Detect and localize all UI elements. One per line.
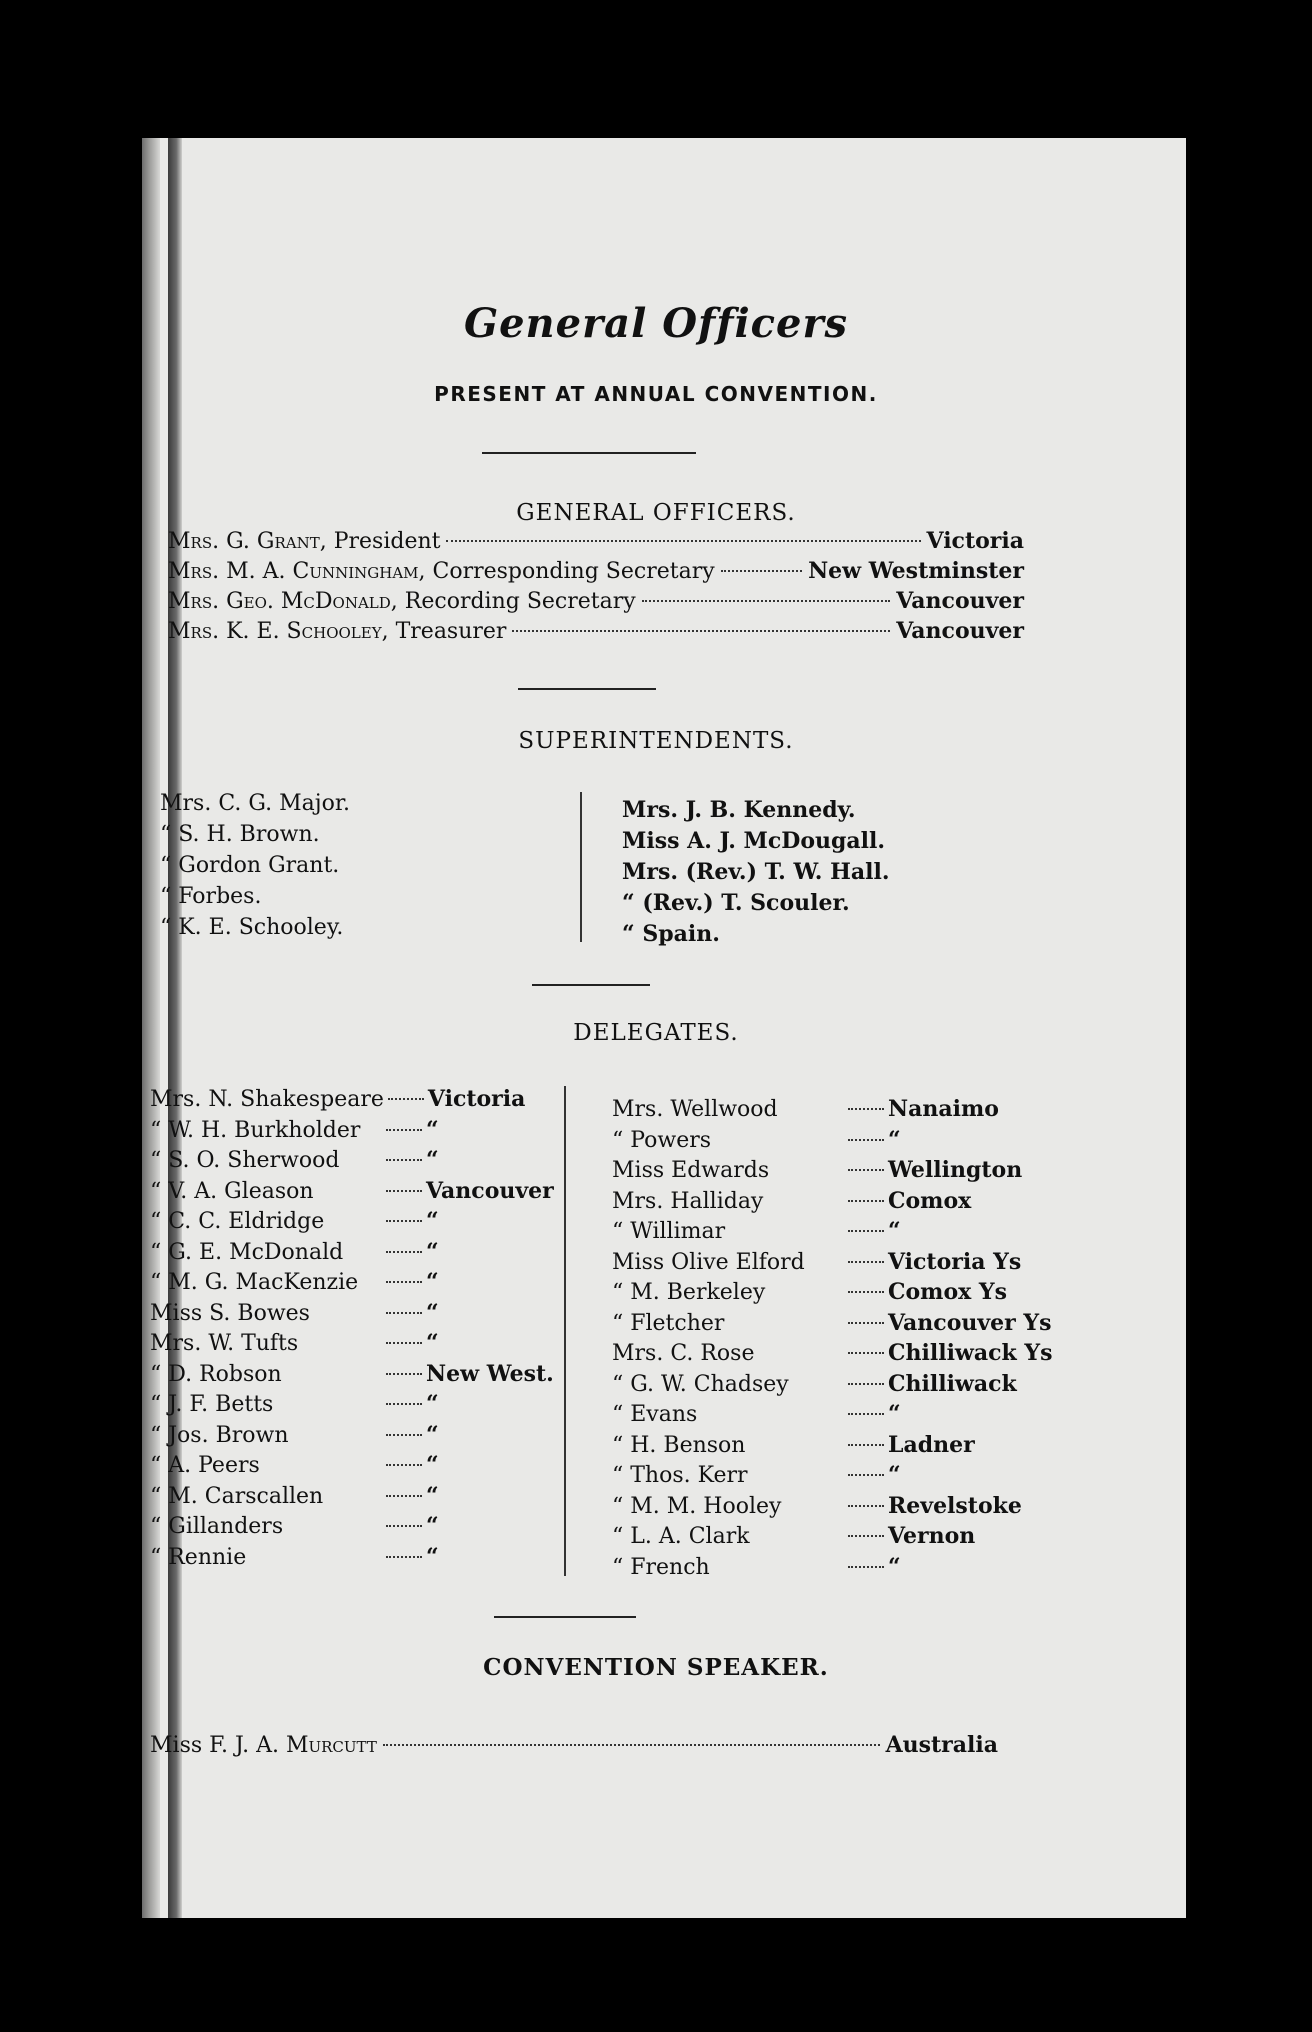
delegate-row <box>150 1452 439 1478</box>
delegate-name: “ C. C. Eldridge <box>150 1209 325 1234</box>
delegate-row <box>612 1462 901 1488</box>
delegate-place: “ <box>426 1421 439 1448</box>
delegate-row <box>150 1269 439 1295</box>
superintendent-name: “ S. H. Brown. <box>160 822 320 847</box>
delegate-name: “ D. Robson <box>150 1361 282 1387</box>
leader-dots <box>848 1139 884 1141</box>
delegate-row <box>612 1096 999 1122</box>
leader-dots <box>848 1108 884 1110</box>
delegate-place: Chilliwack <box>888 1370 1017 1397</box>
officer-row: Mrs. Geo. McDonald , Recording Secretary Vancouver <box>168 588 1024 614</box>
officer-prefix: Mrs. <box>168 589 220 614</box>
delegate-name: “ L. A. Clark <box>612 1524 750 1549</box>
superintendent-name: Mrs. J. B. Kennedy. <box>622 797 856 823</box>
leader-dots <box>386 1556 422 1558</box>
delegate-name: “ Rennie <box>150 1544 247 1570</box>
leader-dots <box>446 540 920 542</box>
leader-dots <box>386 1129 422 1131</box>
delegate-place: Vernon <box>888 1523 976 1549</box>
delegate-row <box>612 1554 901 1580</box>
officer-row: Mrs. K. E. Schooley , Treasurer Vancouver <box>168 618 1024 644</box>
officer-row: Mrs. M. A. Cunningham , Corresponding Secretary New Westminster <box>168 558 1024 584</box>
delegate-name: Mrs. W. Tufts <box>150 1331 299 1356</box>
delegate-name: “ Willimar <box>612 1219 726 1244</box>
leader-dots <box>848 1444 884 1446</box>
leader-dots <box>848 1352 884 1354</box>
officer-row: Mrs. G. Grant , President Victoria <box>168 528 1024 554</box>
delegate-place: Victoria <box>427 1086 526 1112</box>
delegate-name: Mrs. C. Rose <box>612 1341 755 1366</box>
delegate-row <box>612 1340 1053 1366</box>
leader-dots <box>386 1403 422 1405</box>
delegate-place: Victoria Ys <box>888 1248 1022 1275</box>
leader-dots <box>386 1220 422 1222</box>
leader-dots <box>721 570 802 572</box>
delegate-place: “ <box>426 1391 439 1417</box>
leader-dots <box>386 1312 422 1314</box>
delegate-name: Miss S. Bowes <box>150 1300 310 1326</box>
delegate-row <box>612 1127 901 1153</box>
delegate-place: Vancouver <box>426 1177 554 1204</box>
superintendent-name: “ (Rev.) T. Scouler. <box>622 890 850 916</box>
column-divider <box>564 1086 566 1576</box>
leader-dots <box>383 1744 880 1746</box>
general-officers-heading: GENERAL OFFICERS. <box>516 500 796 526</box>
officer-prefix: Mrs. <box>168 559 220 584</box>
leader-dots <box>848 1535 884 1537</box>
delegate-place: “ <box>426 1330 439 1356</box>
officer-name: G. Grant <box>226 529 320 554</box>
delegate-place: Ladner <box>888 1431 975 1458</box>
delegate-row <box>612 1279 1007 1305</box>
officer-role: Corresponding Secretary <box>432 559 715 584</box>
leader-dots <box>388 1098 424 1100</box>
convention-speaker-row <box>150 1732 998 1758</box>
page-subtitle: PRESENT AT ANNUAL CONVENTION. <box>434 382 878 406</box>
leader-dots <box>848 1383 884 1385</box>
page-title: General Officers <box>463 300 849 347</box>
delegate-row <box>150 1147 439 1173</box>
delegate-place: Nanaimo <box>888 1096 999 1122</box>
delegate-name: Mrs. Halliday <box>612 1188 764 1214</box>
delegate-name: “ M. M. Hooley <box>612 1493 782 1519</box>
delegate-name: “ W. H. Burkholder <box>150 1117 361 1143</box>
delegate-name: “ G. W. Chadsey <box>612 1371 789 1397</box>
leader-dots <box>386 1190 422 1192</box>
delegate-place: “ <box>888 1126 901 1153</box>
delegate-row <box>150 1483 439 1509</box>
delegate-place: “ <box>426 1116 439 1143</box>
delegate-place: Chilliwack Ys <box>888 1340 1053 1366</box>
delegate-name: “ H. Benson <box>612 1432 746 1458</box>
speaker-name: F. J. A. Murcutt <box>209 1733 377 1758</box>
delegate-name: Miss Edwards <box>612 1158 770 1183</box>
delegate-place: “ <box>426 1299 439 1326</box>
delegate-name: “ M. Carscallen <box>150 1483 324 1509</box>
speaker-place: Australia <box>885 1732 998 1758</box>
delegate-row <box>612 1310 1052 1336</box>
leader-dots <box>848 1474 884 1476</box>
leader-dots <box>848 1566 884 1568</box>
leader-dots <box>848 1169 884 1171</box>
delegate-row <box>150 1300 439 1326</box>
leader-dots <box>848 1322 884 1324</box>
delegate-row <box>150 1422 439 1448</box>
delegate-place: “ <box>426 1208 439 1234</box>
speaker-prefix: Miss <box>150 1733 203 1758</box>
delegate-place: “ <box>426 1238 439 1265</box>
leader-dots <box>848 1200 884 1202</box>
delegate-row <box>150 1178 554 1204</box>
delegate-place: Comox Ys <box>888 1279 1008 1305</box>
delegate-place: Wellington <box>888 1157 1023 1183</box>
superintendent-name: “ Gordon Grant. <box>160 853 340 878</box>
delegate-place: “ <box>888 1462 901 1488</box>
delegate-row <box>612 1432 975 1458</box>
delegate-name: “ Fletcher <box>612 1310 725 1336</box>
delegate-name: “ S. O. Sherwood <box>150 1148 340 1173</box>
leader-dots <box>386 1525 422 1527</box>
delegate-row <box>150 1117 439 1143</box>
officer-prefix: Mrs. <box>168 529 220 554</box>
delegate-place: Comox <box>888 1187 972 1214</box>
delegate-name: “ Evans <box>612 1402 698 1427</box>
delegate-name: “ Jos. Brown <box>150 1422 289 1448</box>
divider <box>482 452 696 454</box>
delegate-place: Revelstoke <box>888 1492 1022 1519</box>
delegate-place: Vancouver Ys <box>888 1309 1052 1336</box>
delegate-row <box>150 1544 439 1570</box>
leader-dots <box>386 1434 422 1436</box>
officer-place: Victoria <box>926 528 1024 554</box>
superintendent-name: Mrs. (Rev.) T. W. Hall. <box>622 859 890 885</box>
delegate-row <box>612 1218 901 1244</box>
superintendent-name: Miss A. J. McDougall. <box>622 828 886 854</box>
delegate-name: “ French <box>612 1554 710 1580</box>
delegate-place: “ <box>888 1553 901 1580</box>
leader-dots <box>386 1464 422 1466</box>
leader-dots <box>386 1251 422 1253</box>
leader-dots <box>848 1291 884 1293</box>
delegate-name: “ Thos. Kerr <box>612 1463 748 1488</box>
superintendent-name: “ K. E. Schooley. <box>160 915 344 940</box>
delegate-name: “ M. G. MacKenzie <box>150 1270 359 1295</box>
leader-dots <box>386 1373 422 1375</box>
delegate-row <box>150 1208 439 1234</box>
delegate-place: “ <box>888 1218 901 1244</box>
delegate-name: Mrs. N. Shakespeare <box>150 1087 384 1112</box>
delegate-row <box>150 1086 525 1112</box>
superintendent-name: “ Spain. <box>622 921 720 947</box>
delegate-row <box>612 1401 901 1427</box>
delegate-row <box>612 1493 1022 1519</box>
delegate-row <box>612 1157 1022 1183</box>
leader-dots <box>848 1261 884 1263</box>
officer-place: New Westminster <box>808 558 1024 584</box>
officer-role: Treasurer <box>395 619 507 644</box>
delegate-row <box>150 1239 439 1265</box>
leader-dots <box>848 1230 884 1232</box>
officer-role: President <box>333 529 441 554</box>
delegate-row <box>150 1391 439 1417</box>
delegate-name: “ A. Peers <box>150 1453 260 1478</box>
divider <box>494 1616 636 1618</box>
delegates-heading: DELEGATES. <box>573 1020 739 1046</box>
officer-name: M. A. Cunningham <box>226 559 419 584</box>
delegate-place: New West. <box>426 1360 554 1387</box>
delegate-name: Miss Olive Elford <box>612 1249 805 1275</box>
delegate-row <box>612 1249 1021 1275</box>
delegate-row <box>612 1188 971 1214</box>
superintendent-name: Mrs. C. G. Major. <box>160 791 350 816</box>
leader-dots <box>386 1495 422 1497</box>
delegate-place: “ <box>426 1513 439 1539</box>
leader-dots <box>848 1505 884 1507</box>
delegate-place: “ <box>426 1482 439 1509</box>
column-divider <box>580 792 582 942</box>
leader-dots <box>386 1159 422 1161</box>
superintendents-heading: SUPERINTENDENTS. <box>518 728 794 754</box>
delegate-place: “ <box>426 1147 439 1173</box>
delegate-place: “ <box>426 1269 439 1295</box>
officer-name: Geo. McDonald <box>226 589 391 614</box>
delegate-place: “ <box>888 1401 901 1427</box>
officer-prefix: Mrs. <box>168 619 220 644</box>
delegate-place: “ <box>426 1543 439 1570</box>
officer-place: Vancouver <box>896 618 1024 644</box>
delegate-name: “ M. Berkeley <box>612 1280 766 1305</box>
leader-dots <box>848 1413 884 1415</box>
divider <box>518 688 656 690</box>
delegate-row <box>150 1361 554 1387</box>
delegate-name: “ V. A. Gleason <box>150 1178 314 1204</box>
leader-dots <box>386 1281 422 1283</box>
leader-dots <box>386 1342 422 1344</box>
delegate-row <box>150 1330 439 1356</box>
officer-place: Vancouver <box>896 588 1024 614</box>
officer-name: K. E. Schooley <box>226 619 382 644</box>
superintendent-name: “ Forbes. <box>160 884 262 909</box>
delegate-row <box>150 1513 439 1539</box>
leader-dots <box>512 630 890 632</box>
delegate-place: “ <box>426 1452 439 1478</box>
delegate-row <box>612 1371 1017 1397</box>
delegate-name: Mrs. Wellwood <box>612 1097 778 1122</box>
superintendents-left-column <box>160 788 350 943</box>
delegate-name: “ Powers <box>612 1127 712 1153</box>
divider <box>532 984 650 986</box>
delegate-row <box>612 1523 975 1549</box>
delegate-name: “ G. E. McDonald <box>150 1239 344 1265</box>
delegate-name: “ Gillanders <box>150 1514 284 1539</box>
superintendents-right-column <box>622 795 890 950</box>
convention-speaker-heading: CONVENTION SPEAKER. <box>483 1654 829 1681</box>
officer-role: Recording Secretary <box>404 589 636 614</box>
delegate-name: “ J. F. Betts <box>150 1392 274 1417</box>
leader-dots <box>642 600 891 602</box>
